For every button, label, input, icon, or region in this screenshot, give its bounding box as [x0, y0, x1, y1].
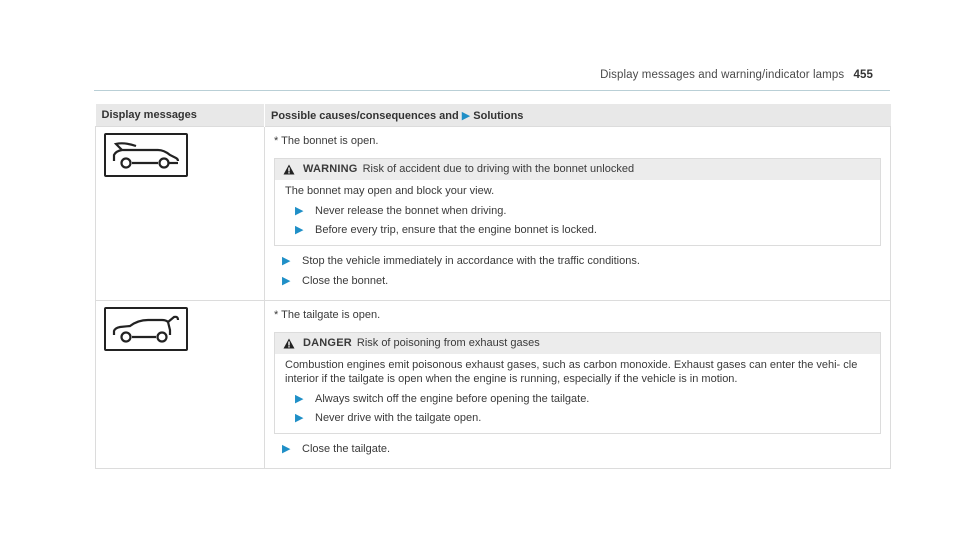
warning-step-text: Never drive with the tailgate open.: [315, 412, 482, 424]
warning-header: [275, 159, 880, 180]
icon-cell: [96, 127, 265, 301]
step-arrow-icon: ▶: [295, 393, 304, 405]
tailgate-open-icon: [104, 307, 188, 351]
display-messages-table: [95, 104, 891, 469]
solution-arrow-icon: ▶: [461, 109, 471, 122]
warning-step: [295, 411, 870, 425]
warning-body: [275, 180, 880, 245]
step-arrow-icon: ▶: [282, 255, 291, 267]
cause-text: * The bonnet is open.: [274, 135, 379, 147]
warning-keyword: WARNING: [303, 163, 358, 175]
column-header-solutions: Solutions: [473, 109, 524, 122]
warning-text: The bonnet may open and block your view.: [285, 185, 495, 197]
solution-step: [282, 254, 881, 268]
column-header-causes-solutions: [265, 104, 891, 127]
running-header: [600, 69, 873, 81]
cause-text: * The tailgate is open.: [274, 309, 381, 321]
step-arrow-icon: ▶: [295, 412, 304, 424]
bonnet-open-icon: [104, 133, 188, 177]
solution-step: [282, 442, 881, 456]
icon-cell: [96, 301, 265, 469]
danger-title: Risk of poisoning from exhaust gases: [356, 337, 540, 349]
table-row: [96, 127, 891, 301]
warning-step: [295, 204, 870, 218]
warning-triangle-icon: [283, 164, 295, 175]
warning-step-text: Before every trip, ensure that the engine bonnet is locked.: [315, 224, 597, 236]
step-arrow-icon: ▶: [295, 205, 304, 217]
solution-text: Stop the vehicle immediately in accordance with the traffic conditions.: [302, 255, 640, 267]
page-number: 455: [853, 69, 873, 81]
table-header-row: [96, 104, 891, 127]
column-header-causes: Possible causes/consequences and: [271, 109, 459, 122]
warning-triangle-icon: [283, 338, 295, 349]
step-arrow-icon: ▶: [282, 275, 291, 287]
table-row: [96, 301, 891, 469]
header-rule: [94, 90, 890, 91]
column-header-display-messages: Display messages: [96, 104, 265, 127]
solution-text: Close the tailgate.: [302, 443, 391, 455]
warning-step: [295, 223, 870, 237]
danger-box: [274, 332, 881, 434]
danger-body: [275, 354, 880, 433]
warning-step-text: Never release the bonnet when driving.: [315, 205, 507, 217]
warning-step-text: Always switch off the engine before opening the tailgate.: [315, 393, 590, 405]
section-title: Display messages and warning/indicator lamps: [600, 69, 845, 81]
content-cell: [265, 301, 891, 469]
step-arrow-icon: ▶: [282, 443, 291, 455]
danger-header: [275, 333, 880, 354]
content-cell: [265, 127, 891, 301]
danger-keyword: DANGER: [303, 337, 352, 349]
warning-title: Risk of accident due to driving with the bonnet unlocked: [362, 163, 635, 175]
warning-box: [274, 158, 881, 246]
danger-text: Combustion engines emit poisonous exhaust gases, such as carbon monoxide. Exhaust gases can enter the vehi- cle interior if the tailgate is open when the engine is running, especially if the vehicle is in motion.: [285, 359, 858, 385]
solution-text: Close the bonnet.: [302, 275, 389, 287]
step-arrow-icon: ▶: [295, 224, 304, 236]
solution-step: [282, 274, 881, 288]
warning-step: [295, 392, 870, 406]
